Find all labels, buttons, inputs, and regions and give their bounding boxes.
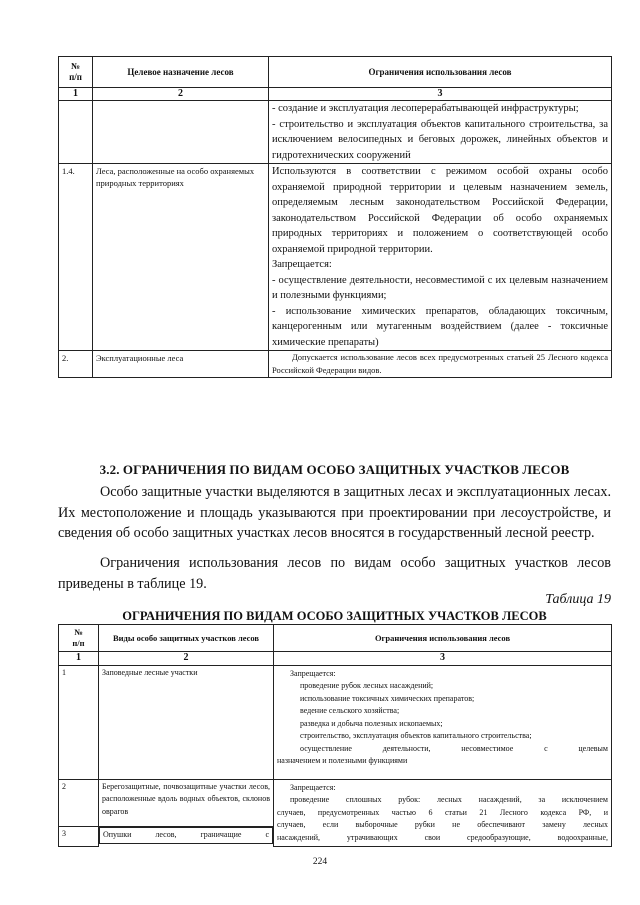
restriction-line: ведение сельского хозяйства; — [300, 706, 400, 715]
header-kinds: Виды особо защитных участков лесов — [99, 625, 274, 652]
body-paragraph: Особо защитные участки выделяются в защитных лесах и эксплуатационных лесах. Их местоположение и площадь указываются при проектировании при лесоустройстве, и сведения об особо защитных участках лесов вносятся в государственный лесной реестр. — [58, 484, 611, 541]
header-num: № п/п — [59, 57, 93, 88]
protective-plots-table — [58, 624, 612, 847]
restriction-line: насаждений, утрачивающих свои средообразующие, водоохранные, — [277, 832, 608, 842]
table-row — [59, 351, 612, 378]
row-restrictions — [269, 164, 612, 351]
table-row — [59, 779, 612, 827]
row-purpose: Леса, расположенные на особо охраняемых природных территориях — [93, 164, 269, 351]
table-title: ОГРАНИЧЕНИЯ ПО ВИДАМ ОСОБО ЗАЩИТНЫХ УЧАСТКОВ ЛЕСОВ — [122, 609, 547, 623]
restriction-line: проведение сплошных рубок: лесных насаждений, за исключением — [290, 795, 608, 804]
restriction-line: проведение рубок лесных насаждений; — [300, 681, 434, 690]
header-num: № п/п — [59, 625, 99, 652]
row-num: 3 — [59, 827, 99, 847]
row-num: 1.4. — [59, 164, 93, 351]
page-number: 224 — [312, 857, 328, 867]
header-restrictions: Ограничения использования лесов — [269, 57, 612, 88]
table-label: Таблица 19 — [545, 592, 611, 607]
table-header-row — [59, 625, 612, 652]
restriction-line: назначением и полезными функциями — [277, 756, 408, 765]
restriction-line: - использование химических препаратов, обладающих токсичным, канцерогенным или мутагенным воздействием (далее - токсичные химические препараты) — [272, 305, 608, 348]
row-restrictions — [274, 665, 612, 779]
row-num — [59, 101, 93, 164]
row-kind: Заповедные лесные участки — [99, 665, 274, 779]
row-purpose: Эксплуатационные леса — [93, 351, 269, 378]
index-cell: 1 — [59, 88, 93, 101]
row-restrictions — [274, 779, 612, 847]
row-kind: Берегозащитные, почвозащитные участки лесов, расположенные вдоль водных объектов, склонов оврагов — [99, 779, 274, 827]
row-purpose — [93, 101, 269, 164]
index-cell: 3 — [274, 652, 612, 666]
table-row — [59, 101, 612, 164]
body-paragraph: Ограничения использования лесов по видам особо защитных участков лесов приведены в таблице 19. — [58, 555, 611, 592]
row-kind: Опушки лесов, граничащие с — [99, 827, 273, 844]
index-cell: 1 — [59, 652, 99, 666]
table-row — [59, 665, 612, 779]
section-heading: 3.2. ОГРАНИЧЕНИЯ ПО ВИДАМ ОСОБО ЗАЩИТНЫХ УЧАСТКОВ ЛЕСОВ — [99, 462, 570, 477]
index-cell: 2 — [99, 652, 274, 666]
table-row — [59, 164, 612, 351]
restriction-line: разведка и добыча полезных ископаемых; — [300, 718, 443, 728]
restriction-line: осуществление деятельности, несовместимое с целевым — [300, 743, 608, 753]
restriction-line: Запрещается: — [290, 668, 336, 678]
row-restrictions — [269, 101, 612, 164]
column-index-row — [59, 652, 612, 666]
restriction-line: - создание и эксплуатация лесоперерабатывающей инфраструктуры; — [272, 103, 579, 114]
restriction-line: случаев, если выборочные рубки не обеспечивают замену лесных — [277, 820, 608, 829]
index-cell: 3 — [269, 88, 612, 101]
row-restrictions: Допускается использование лесов всех предусмотренных статьей 25 Лесного кодекса Российской Федерации видов. — [269, 351, 612, 378]
row-num: 2 — [59, 779, 99, 827]
row-num: 1 — [59, 665, 99, 779]
restriction-line: случаев, предусмотренных частью 6 статьи 21 Лесного кодекса РФ, и — [277, 807, 608, 817]
row-num: 2. — [59, 351, 93, 378]
forest-purpose-table — [58, 56, 612, 378]
restriction-line: Используются в соответствии с режимом особой охраны особо охраняемой природной территории и целевым назначением земель, определяемым лесным законодательством Российской Федерации, законодательством Российской Федерации об особо охраняемых природных территориях и положением о соответствующей особо охраняемой природной территории. — [272, 166, 608, 255]
restriction-line: строительство, эксплуатация объектов капитального строительства; — [300, 731, 532, 740]
table-header-row — [59, 57, 612, 88]
header-purpose: Целевое назначение лесов — [93, 57, 269, 88]
column-index-row — [59, 88, 612, 101]
restriction-line: Запрещается: — [272, 259, 332, 270]
restriction-line: - осуществление деятельности, несовместимой с их целевым назначением и полезными функциями; — [272, 274, 608, 301]
index-cell: 2 — [93, 88, 269, 101]
header-restrictions: Ограничения использования лесов — [274, 625, 612, 652]
restriction-line: Запрещается: — [290, 782, 336, 792]
restriction-line: - строительство и эксплуатация объектов капитального строительства, за исключением велосипедных и беговых дорожек, линейных объектов и гидротехнических сооружений — [272, 118, 608, 161]
restriction-line: использование токсичных химических препаратов; — [300, 693, 475, 703]
